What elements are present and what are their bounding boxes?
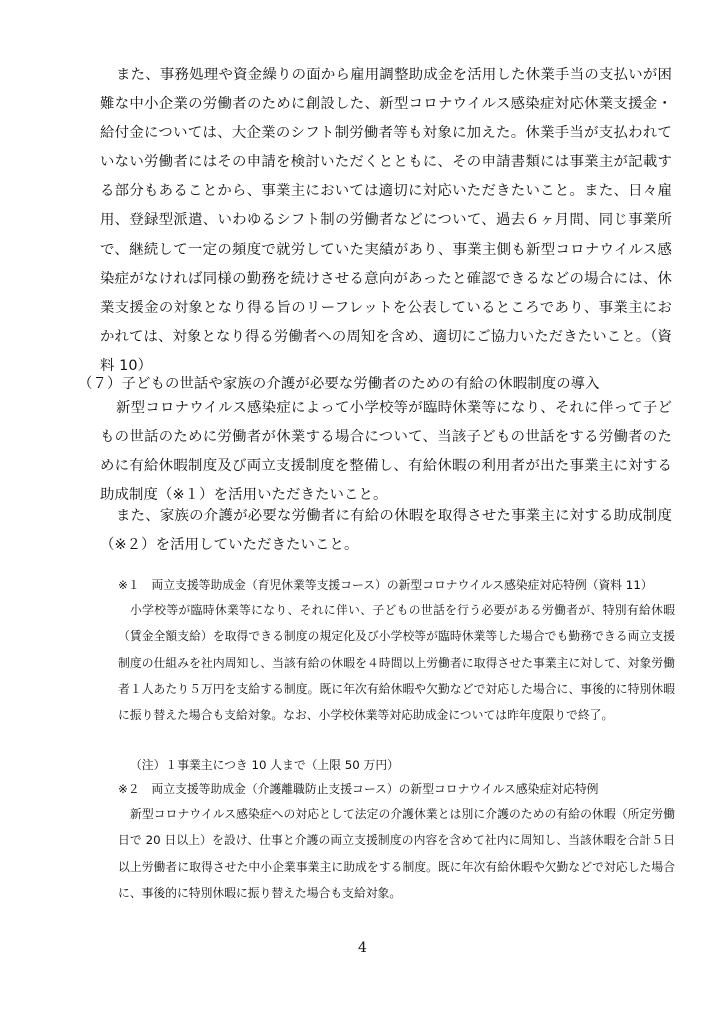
note-2-body: 新型コロナウイルス感染症への対応として法定の介護休業とは別に介護のための有給の休暇（所定労働日で 20 日以上）を設け、仕事と介護の両立支援制度の内容を含めて社内に周知し、当該休暇を合計５日以上労働者に取得させた中小企業事業主に助成をする制度。既に年次有給休暇や欠勤などで対応した場合に、事後的に特別休暇に振り替えた場合も支給対象。 — [118, 807, 675, 900]
page-number: 4 — [358, 940, 367, 956]
section-heading-7: （７）子どもの世話や家族の介護が必要な労働者のための有給の休暇制度の導入 — [78, 376, 600, 392]
note-1-subnote: （注）１事業主につき 10 人まで（上限 50 万円） — [130, 758, 399, 772]
note-1-body: 小学校等が臨時休業等になり、それに伴い、子どもの世話を行う必要がある労働者が、特別有給休暇（賃金全額支給）を取得できる制度の規定化及び小学校等が臨時休業等した場合でも勤務できる両立支援制度の仕組みを社内周知し、当該有給の休暇を４時間以上労働者に取得させた事業主に対して、対象労働者１人あたり５万円を支給する制度。既に年次有給休暇や欠勤などで対応した場合に、事後的に特別休暇に振り替えた場合も支給対象。なお、小学校休業等対応助成金については昨年度限りで終了。 — [118, 603, 675, 723]
note-2-title: ※２ 両立支援等助成金（介護離職防止支援コース）の新型コロナウイルス感染症対応特例 — [118, 782, 599, 796]
body-paragraph-family-care-leave: また、家族の介護が必要な労働者に有給の休暇を取得させた事業主に対する助成制度（※２）を活用していただきたいこと。 — [100, 508, 672, 554]
body-paragraph-childcare-leave: 新型コロナウイルス感染症によって小学校等が臨時休業等になり、それに伴って子どもの世話のために労働者が休業する場合について、当該子どもの世話をする労働者のために有給休暇制度及び両立支援制度を整備し、有給休暇の利用者が出た事業主に対する助成制度（※１）を活用いただきたいこと。 — [100, 400, 672, 504]
body-paragraph-leave-support: また、事務処理や資金繰りの面から雇用調整助成金を活用した休業手当の支払いが困難な中小企業の労働者のために創設した、新型コロナウイルス感染症対応休業支援金・給付金については、大企業のシフト制労働者等も対象に加えた。休業手当が支払われていない労働者にはその申請を検討いただくとともに、その申請書類には事業主が記載する部分もあることから、事業主においては適切に対応いただきたいこと。また、日々雇用、登録型派遣、いわゆるシフト制の労働者などについて、過去６ヶ月間、同じ事業所で、継続して一定の頻度で就労していた実績があり、事業主側も新型コロナウイルス感染症がなければ同様の勤務を続けさせる意向があったと確認できるなどの場合には、休業支援金の対象となり得る旨のリーフレットを公表しているところであり、事業主におかれては、対象となり得る労働者への周知を含め、適切にご協力いただきたいこと。（資料 10） — [100, 67, 672, 374]
note-1-title: ※１ 両立支援等助成金（育児休業等支援コース）の新型コロナウイルス感染症対応特例（資料 11） — [118, 578, 653, 592]
